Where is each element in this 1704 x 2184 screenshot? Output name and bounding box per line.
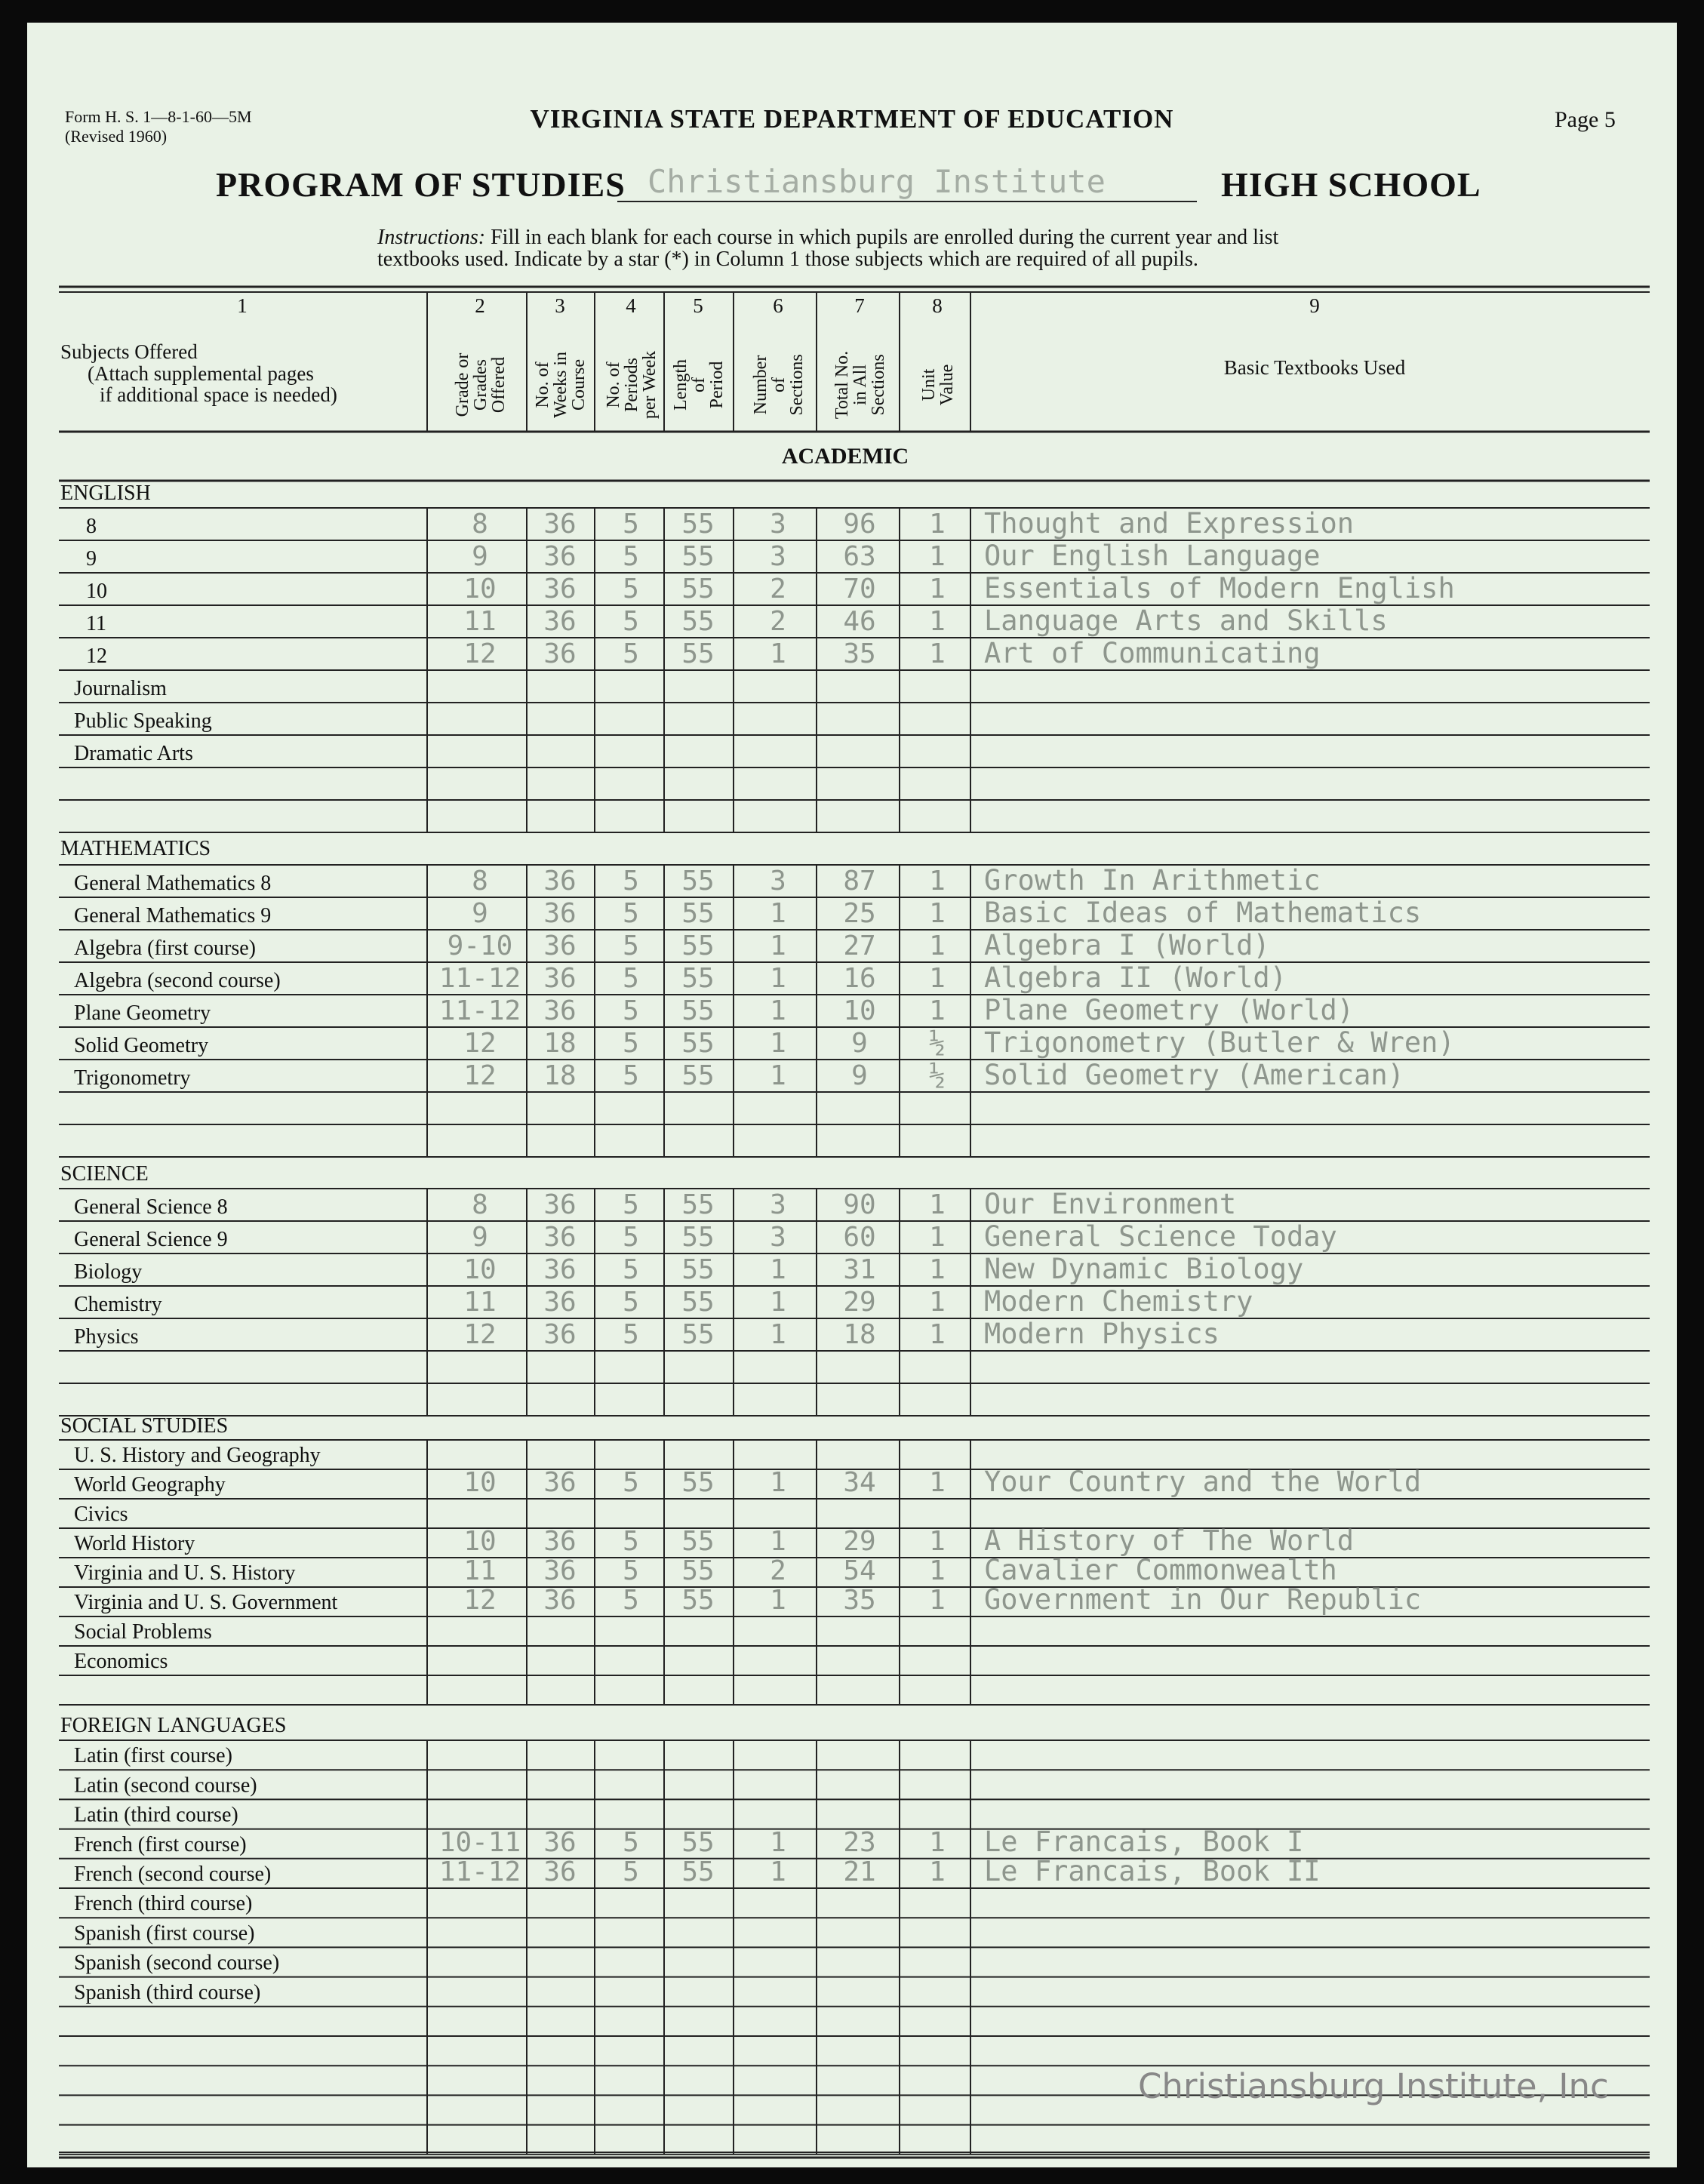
- subject-name: Public Speaking: [74, 709, 212, 733]
- subject-name: Solid Geometry: [74, 1034, 209, 1057]
- entry-value: 2: [770, 574, 786, 604]
- column-header: Offered: [489, 356, 509, 414]
- subject-name: Spanish (first course): [74, 1921, 255, 1946]
- entry-value: 35: [843, 1585, 876, 1616]
- column-header: Total No.: [832, 350, 852, 420]
- entry-value: 3: [770, 1222, 786, 1253]
- column-header: Course: [569, 359, 589, 411]
- entry-value: 1: [770, 1856, 786, 1887]
- entry-value: 5: [623, 606, 639, 637]
- entry-value: 1: [929, 1254, 946, 1285]
- textbook-title: Solid Geometry (American): [984, 1059, 1404, 1091]
- entry-value: 1: [770, 1467, 786, 1498]
- column-header: of: [689, 377, 709, 392]
- entry-value: 36: [543, 1526, 577, 1557]
- subject-name: Physics: [74, 1325, 139, 1349]
- entry-value: 1: [929, 1189, 946, 1220]
- entry-value: 5: [623, 1826, 639, 1858]
- entry-value: 1: [770, 1585, 786, 1616]
- entry-value: 5: [623, 866, 639, 897]
- subject-name: Latin (second course): [74, 1773, 257, 1798]
- subjects-offered-label: Subjects Offered: [60, 340, 198, 363]
- entry-value: 1: [929, 1555, 946, 1586]
- entry-value: 8: [472, 509, 488, 540]
- subject-name: World Geography: [74, 1473, 226, 1497]
- entry-value: 1: [929, 963, 946, 994]
- entry-value: 55: [681, 1028, 715, 1059]
- column-number: 5: [693, 294, 703, 317]
- entry-value: 10-11: [438, 1826, 521, 1858]
- textbook-title: Art of Communicating: [984, 637, 1321, 669]
- entry-value: 25: [843, 898, 876, 929]
- entry-value: 36: [543, 1467, 577, 1498]
- textbook-title: Essentials of Modern English: [984, 572, 1455, 604]
- subject-name: Virginia and U. S. Government: [74, 1591, 338, 1614]
- section-title: ENGLISH: [60, 481, 151, 505]
- entry-value: 5: [623, 995, 639, 1026]
- column-number: 6: [773, 294, 783, 317]
- entry-value: 12: [463, 1585, 497, 1616]
- entry-value: 5: [623, 509, 639, 540]
- entry-value: 55: [681, 1319, 715, 1350]
- subject-name: 9: [86, 547, 97, 571]
- subject-name: Trigonometry: [74, 1066, 191, 1090]
- entry-value: 3: [770, 541, 786, 572]
- entry-value: 1: [770, 1526, 786, 1557]
- section-title: MATHEMATICS: [60, 837, 211, 860]
- textbook-title: Growth In Arithmetic: [984, 864, 1321, 897]
- entry-value: 1: [770, 1028, 786, 1059]
- subject-name: Plane Geometry: [74, 1001, 211, 1025]
- entry-value: 5: [623, 1856, 639, 1887]
- entry-value: 9: [851, 1028, 868, 1059]
- entry-value: 55: [681, 898, 715, 929]
- entry-value: 1: [770, 1254, 786, 1285]
- subject-name: 10: [86, 580, 107, 603]
- watermark: Christiansburg Institute, Inc: [1138, 2066, 1609, 2106]
- entry-value: 5: [623, 1060, 639, 1091]
- entry-value: 18: [843, 1319, 876, 1350]
- entry-value: 36: [543, 898, 577, 929]
- program-table: [27, 23, 1677, 2167]
- entry-value: 5: [623, 1319, 639, 1350]
- entry-value: 21: [843, 1856, 876, 1887]
- entry-value: 11: [463, 1287, 497, 1318]
- entry-value: 63: [843, 541, 876, 572]
- entry-value: 36: [543, 1254, 577, 1285]
- entry-value: 55: [681, 1826, 715, 1858]
- entry-value: 1: [929, 995, 946, 1026]
- subject-name: Journalism: [74, 677, 167, 700]
- entry-value: 36: [543, 509, 577, 540]
- subject-name: World History: [74, 1532, 195, 1555]
- entry-value: 29: [843, 1287, 876, 1318]
- entry-value: 5: [623, 1555, 639, 1586]
- entry-value: 5: [623, 1467, 639, 1498]
- entry-value: 70: [843, 574, 876, 604]
- entry-value: 35: [843, 638, 876, 669]
- entry-value: 36: [543, 963, 577, 994]
- entry-value: 1: [929, 898, 946, 929]
- entry-value: 12: [463, 1028, 497, 1059]
- entry-value: 5: [623, 574, 639, 604]
- page-number: Page 5: [1555, 107, 1616, 132]
- subject-name: 11: [86, 612, 106, 635]
- academic-label: ACADEMIC: [781, 444, 909, 469]
- textbook-title: General Science Today: [984, 1220, 1337, 1253]
- entry-value: 8: [472, 1189, 488, 1220]
- textbook-title: Our Environment: [984, 1188, 1237, 1220]
- entry-value: 36: [543, 1189, 577, 1220]
- entry-value: 3: [770, 509, 786, 540]
- entry-value: 36: [543, 931, 577, 961]
- textbook-title: Thought and Expression: [984, 507, 1355, 540]
- column-header: Number: [751, 355, 770, 415]
- entry-value: 23: [843, 1826, 876, 1858]
- entry-value: 10: [463, 574, 497, 604]
- entry-value: 9: [851, 1060, 868, 1091]
- high-school-label: HIGH SCHOOL: [1221, 165, 1481, 204]
- entry-value: ½: [929, 1028, 946, 1059]
- entry-value: 16: [843, 963, 876, 994]
- subject-name: Chemistry: [74, 1293, 162, 1316]
- entry-value: 5: [623, 898, 639, 929]
- entry-value: 36: [543, 1222, 577, 1253]
- entry-value: 11-12: [438, 963, 521, 994]
- entry-value: 36: [543, 995, 577, 1026]
- entry-value: 5: [623, 1585, 639, 1616]
- entry-value: 36: [543, 541, 577, 572]
- entry-value: 55: [681, 1526, 715, 1557]
- column-header: Sections: [869, 354, 888, 416]
- subject-name: General Mathematics 8: [74, 872, 272, 895]
- textbook-title: Le Francais, Book II: [984, 1855, 1321, 1887]
- entry-value: 5: [623, 541, 639, 572]
- column-header: Unit: [919, 368, 939, 401]
- entry-value: 1: [929, 1319, 946, 1350]
- subject-name: Social Problems: [74, 1620, 212, 1644]
- textbook-title: Modern Chemistry: [984, 1285, 1253, 1318]
- subject-name: U. S. History and Geography: [74, 1444, 321, 1467]
- entry-value: 55: [681, 931, 715, 961]
- entry-value: 9: [472, 898, 488, 929]
- column-header: in All: [850, 364, 870, 406]
- entry-value: 36: [543, 1319, 577, 1350]
- entry-value: 55: [681, 1585, 715, 1616]
- textbook-title: New Dynamic Biology: [984, 1253, 1304, 1285]
- entry-value: 55: [681, 866, 715, 897]
- entry-value: 1: [929, 866, 946, 897]
- entry-value: 1: [929, 606, 946, 637]
- entry-value: 11-12: [438, 1856, 521, 1887]
- entry-value: 11: [463, 1555, 497, 1586]
- entry-value: 55: [681, 1467, 715, 1498]
- subject-name: 12: [86, 644, 107, 668]
- entry-value: 96: [843, 509, 876, 540]
- column-header: Weeks in: [551, 351, 571, 419]
- entry-value: 36: [543, 606, 577, 637]
- entry-value: 5: [623, 1222, 639, 1253]
- entry-value: 55: [681, 574, 715, 604]
- subject-name: Civics: [74, 1503, 128, 1526]
- entry-value: 55: [681, 606, 715, 637]
- textbook-title: Le Francais, Book I: [984, 1825, 1304, 1858]
- textbook-title: A History of The World: [984, 1524, 1355, 1557]
- entry-value: 1: [929, 638, 946, 669]
- entry-value: 36: [543, 574, 577, 604]
- column-header: of: [769, 377, 789, 392]
- entry-value: 10: [463, 1254, 497, 1285]
- program-of-studies-label: PROGRAM OF STUDIES: [216, 165, 626, 204]
- entry-value: 1: [770, 638, 786, 669]
- entry-value: 55: [681, 1254, 715, 1285]
- entry-value: 55: [681, 1555, 715, 1586]
- entry-value: 10: [843, 995, 876, 1026]
- entry-value: 5: [623, 963, 639, 994]
- entry-value: 10: [463, 1467, 497, 1498]
- subject-name: 8: [86, 515, 97, 538]
- entry-value: 12: [463, 1319, 497, 1350]
- entry-value: 36: [543, 1555, 577, 1586]
- entry-value: 36: [543, 1287, 577, 1318]
- section-title: FOREIGN LANGUAGES: [60, 1714, 287, 1737]
- entry-value: 1: [929, 1526, 946, 1557]
- column-header: Length: [671, 359, 691, 411]
- entry-value: 1: [929, 574, 946, 604]
- entry-value: 1: [929, 1585, 946, 1616]
- subject-name: General Mathematics 9: [74, 904, 272, 927]
- textbook-title: Algebra II (World): [984, 961, 1287, 994]
- subject-name: General Science 8: [74, 1195, 228, 1219]
- entry-value: 31: [843, 1254, 876, 1285]
- textbook-title: Algebra I (World): [984, 929, 1270, 961]
- entry-value: 11-12: [438, 995, 521, 1026]
- entry-value: 55: [681, 1060, 715, 1091]
- entry-value: 36: [543, 1585, 577, 1616]
- subject-name: Dramatic Arts: [74, 742, 193, 765]
- textbook-title: Government in Our Republic: [984, 1583, 1422, 1616]
- form-number-text: Form H. S. 1—8-1-60—5M: [65, 107, 252, 126]
- entry-value: 3: [770, 1189, 786, 1220]
- column-number: 2: [475, 294, 485, 317]
- entry-value: 1: [929, 509, 946, 540]
- entry-value: 1: [929, 1287, 946, 1318]
- subject-name: Algebra (second course): [74, 969, 281, 992]
- subject-name: Latin (third course): [74, 1803, 238, 1827]
- subjects-note: if additional space is needed): [100, 383, 337, 406]
- entry-value: 1: [770, 898, 786, 929]
- column-number: 8: [932, 294, 943, 317]
- column-number: 9: [1309, 294, 1320, 317]
- entry-value: 55: [681, 509, 715, 540]
- subject-name: Spanish (third course): [74, 1980, 261, 2004]
- entry-value: 12: [463, 1060, 497, 1091]
- entry-value: 5: [623, 1028, 639, 1059]
- entry-value: 55: [681, 995, 715, 1026]
- entry-value: 60: [843, 1222, 876, 1253]
- textbook-title: Modern Physics: [984, 1318, 1220, 1350]
- entry-value: 55: [681, 638, 715, 669]
- subject-name: French (second course): [74, 1863, 272, 1886]
- subjects-note: (Attach supplemental pages: [88, 362, 314, 385]
- subject-name: Virginia and U. S. History: [74, 1561, 296, 1585]
- subject-name: Algebra (first course): [74, 937, 257, 960]
- entry-value: 87: [843, 866, 876, 897]
- column-number: 7: [854, 294, 865, 317]
- column-header: No. of: [604, 361, 623, 408]
- entry-value: 36: [543, 1856, 577, 1887]
- entry-value: 1: [929, 541, 946, 572]
- subject-name: French (third course): [74, 1892, 253, 1916]
- entry-value: 5: [623, 931, 639, 961]
- textbook-title: Your Country and the World: [984, 1466, 1422, 1498]
- textbook-title: Our English Language: [984, 540, 1321, 572]
- entry-value: 54: [843, 1555, 876, 1586]
- instructions-text: Fill in each blank for each course in which pupils are enrolled during the current year and list textbooks used. Indicate by a star (*) in Column 1 those subjects which are required of all pupils.: [377, 226, 1279, 271]
- entry-value: 1: [770, 1319, 786, 1350]
- entry-value: 55: [681, 541, 715, 572]
- subject-name: Biology: [74, 1260, 143, 1284]
- form-page: [27, 23, 1677, 2167]
- entry-value: 55: [681, 1287, 715, 1318]
- entry-value: 29: [843, 1526, 876, 1557]
- entry-value: 8: [472, 866, 488, 897]
- entry-value: 36: [543, 866, 577, 897]
- entry-value: 18: [543, 1028, 577, 1059]
- entry-value: 55: [681, 963, 715, 994]
- subject-name: General Science 9: [74, 1228, 228, 1251]
- entry-value: 34: [843, 1467, 876, 1498]
- textbook-title: Plane Geometry (World): [984, 994, 1355, 1026]
- instructions-label: Instructions:: [377, 226, 486, 249]
- textbook-title: Cavalier Commonwealth: [984, 1554, 1337, 1586]
- entry-value: 1: [770, 963, 786, 994]
- entry-value: 36: [543, 1826, 577, 1858]
- entry-value: 18: [543, 1060, 577, 1091]
- entry-value: 1: [770, 1826, 786, 1858]
- section-title: SOCIAL STUDIES: [60, 1414, 229, 1438]
- column-header: No. of: [533, 361, 552, 408]
- entry-value: 3: [770, 866, 786, 897]
- column-header: per Week: [640, 350, 660, 420]
- entry-value: 5: [623, 1287, 639, 1318]
- textbooks-header: Basic Textbooks Used: [1223, 356, 1406, 379]
- entry-value: 46: [843, 606, 876, 637]
- revised-date: (Revised 1960): [65, 127, 168, 146]
- entry-value: 9: [472, 541, 488, 572]
- entry-value: 2: [770, 606, 786, 637]
- school-name-field: Christiansburg Institute: [617, 163, 1197, 202]
- subject-name: French (first course): [74, 1832, 247, 1856]
- entry-value: 1: [770, 931, 786, 961]
- entry-value: 55: [681, 1856, 715, 1887]
- entry-value: 2: [770, 1555, 786, 1586]
- column-header: Grade or: [453, 352, 472, 417]
- entry-value: 27: [843, 931, 876, 961]
- entry-value: 1: [770, 995, 786, 1026]
- textbook-title: Basic Ideas of Mathematics: [984, 897, 1422, 929]
- entry-value: 5: [623, 1189, 639, 1220]
- entry-value: 1: [929, 931, 946, 961]
- entry-value: 5: [623, 638, 639, 669]
- entry-value: 5: [623, 1254, 639, 1285]
- entry-value: 55: [681, 1222, 715, 1253]
- entry-value: 55: [681, 1189, 715, 1220]
- column-header: Grades: [471, 359, 491, 411]
- entry-value: 1: [770, 1287, 786, 1318]
- subject-name: Economics: [74, 1650, 168, 1673]
- subject-name: Latin (first course): [74, 1744, 232, 1768]
- entry-value: 1: [929, 1856, 946, 1887]
- entry-value: 36: [543, 638, 577, 669]
- column-number: 3: [555, 294, 565, 317]
- entry-value: 11: [463, 606, 497, 637]
- column-number: 1: [237, 294, 248, 317]
- entry-value: 9-10: [447, 931, 513, 961]
- entry-value: 9: [472, 1222, 488, 1253]
- entry-value: 1: [770, 1060, 786, 1091]
- entry-value: 10: [463, 1526, 497, 1557]
- textbook-title: Language Arts and Skills: [984, 604, 1388, 637]
- column-header: Period: [707, 361, 727, 409]
- subject-name: Spanish (second course): [74, 1951, 280, 1975]
- column-number: 4: [626, 294, 636, 317]
- section-title: SCIENCE: [60, 1162, 149, 1186]
- department-title: VIRGINIA STATE DEPARTMENT OF EDUCATION: [530, 104, 1174, 134]
- entry-value: 1: [929, 1826, 946, 1858]
- entry-value: ½: [929, 1060, 946, 1091]
- entry-value: 5: [623, 1526, 639, 1557]
- textbook-title: Trigonometry (Butler & Wren): [984, 1026, 1455, 1059]
- entry-value: 12: [463, 638, 497, 669]
- entry-value: 1: [929, 1222, 946, 1253]
- entry-value: 1: [929, 1467, 946, 1498]
- entry-value: 90: [843, 1189, 876, 1220]
- column-header: Sections: [787, 354, 807, 416]
- column-header: Periods: [622, 358, 641, 412]
- column-header: Value: [937, 364, 957, 406]
